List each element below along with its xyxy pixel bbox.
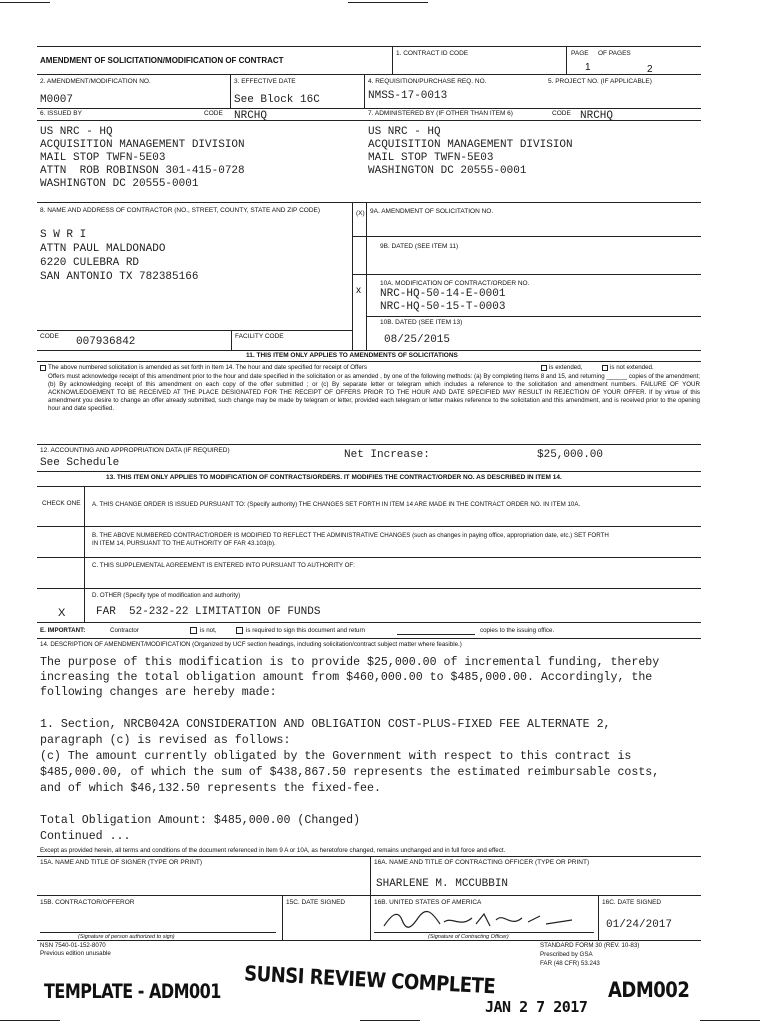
review-date-stamp: JAN 2 7 2017: [485, 998, 588, 1016]
item-14-line: increasing the total obligation amount from $460,000.00 to $485,000.00. Accordingly, the: [40, 671, 653, 684]
item-11-line1: The above numbered solicitation is amended as set forth in Item 14. The hour and date specified for receipt of Offers: [48, 364, 367, 371]
option-b-text: B. THE ABOVE NUMBERED CONTRACT/ORDER IS MODIFIED TO REFLECT THE ADMINISTRATIVE CHANGES (such as changes in paying office, appropriation date, etc.) SET FORTH IN ITEM 14, PURSUANT TO THE AUTHORITY OF FAR 43.103(b).: [92, 532, 609, 547]
block-10a-value: NRC-HQ-50-14-E-0001 NRC-HQ-50-15-T-0003: [380, 288, 506, 313]
contractor-word: Contractor: [110, 627, 139, 634]
effective-date-label: 3. EFFECTIVE DATE: [234, 78, 296, 85]
contractor-offeror-label: 15B. CONTRACTOR/OFFEROR: [40, 899, 135, 906]
divider: [231, 330, 232, 350]
is-required-label: is required to sign this document and return: [246, 627, 366, 634]
block-10a-label: 10A. MODIFICATION OF CONTRACT/ORDER NO.: [380, 280, 530, 287]
option-d-text: D. OTHER (Specify type of modification and authority): [92, 592, 241, 599]
divider: [366, 202, 367, 350]
row-divider: [37, 622, 701, 623]
is-not-checkbox[interactable]: [190, 627, 197, 634]
row-divider: [37, 588, 701, 589]
divider: [598, 895, 599, 940]
row-divider: [37, 856, 701, 857]
row-divider: [37, 361, 701, 362]
row-divider: [37, 486, 701, 487]
item-11-heading: 11. THIS ITEM ONLY APPLIES TO AMENDMENTS OF SOLICITATIONS: [246, 352, 458, 359]
row-divider: [37, 895, 701, 896]
item-14-line: Continued ...: [40, 830, 131, 843]
signature-caption-person: (Signature of person authorized to sign): [78, 934, 175, 940]
item-14-label: 14. DESCRIPTION OF AMENDMENT/MODIFICATION (Organized by UCF section headings, including solicitation/contract subject matter where feasible.): [40, 641, 462, 648]
divider: [566, 46, 567, 74]
accounting-label: 12. ACCOUNTING AND APPROPRIATION DATA (IF REQUIRED): [40, 447, 230, 454]
item-14-line: following changes are hereby made:: [40, 686, 277, 699]
divider: [392, 46, 393, 74]
is-extended-label: is extended,: [549, 364, 583, 371]
contractor-label: 8. NAME AND ADDRESS OF CONTRACTOR (NO., STREET, COUNTY, STATE AND ZIP CODE): [40, 207, 321, 214]
option-a-text: A. THIS CHANGE ORDER IS ISSUED PURSUANT TO: (Specify authority) THE CHANGES SET FORTH IN ITEM 14 ARE MADE IN THE CONTRACT ORDER NO. IN ITEM 10A.: [92, 501, 581, 508]
of-pages-label: OF PAGES: [598, 50, 631, 57]
row-divider: [37, 471, 701, 472]
top-border: [37, 46, 701, 47]
check-one-label: CHECK ONE: [42, 500, 81, 507]
row-divider: [366, 316, 701, 317]
issued-by-line: ACQUISITION MANAGEMENT DIVISION: [40, 139, 245, 151]
usa-label: 16B. UNITED STATES OF AMERICA: [374, 899, 482, 906]
issued-by-label: 6. ISSUED BY: [40, 110, 82, 117]
standard-form-text: STANDARD FORM 30 (REV. 10-83): [540, 942, 640, 949]
item-14-line: 1. Section, NRCB042A CONSIDERATION AND OBLIGATION COST-PLUS-FIXED FEE ALTERNATE 2,: [40, 718, 611, 731]
amendment-no-label: 2. AMENDMENT/MODIFICATION NO.: [40, 78, 151, 85]
issued-by-line: US NRC - HQ: [40, 126, 113, 138]
far-text: FAR (48 CFR) 53.243: [540, 960, 600, 967]
item-14-line: paragraph (c) is revised as follows:: [40, 734, 291, 747]
important-label: E. IMPORTANT:: [40, 627, 86, 634]
option-d-mark: X: [58, 607, 66, 619]
option-d-value: FAR 52-232-22 LIMITATION OF FUNDS: [96, 606, 321, 618]
nsn-text: NSN 7540-01-152-8070: [40, 942, 106, 949]
previous-edition-text: Previous edition unusable: [40, 950, 111, 957]
item-14-line: and of which $46,132.50 represents the fixed-fee.: [40, 782, 381, 795]
date-signed-16c-label: 16C. DATE SIGNED: [602, 899, 662, 906]
effective-date-value: See Block 16C: [234, 94, 320, 106]
facility-code-label: FACILITY CODE: [235, 333, 284, 340]
form-title: AMENDMENT OF SOLICITATION/MODIFICATION OF CONTRACT: [40, 56, 284, 65]
administered-by-line: ACQUISITION MANAGEMENT DIVISION: [368, 139, 573, 151]
block-9b-label: 9B. DATED (SEE ITEM 11): [380, 243, 459, 250]
accounting-value: See Schedule: [40, 457, 120, 469]
administered-by-label: 7. ADMINISTERED BY (IF OTHER THAN ITEM 6): [368, 110, 513, 117]
page-total: 2: [647, 64, 653, 75]
contractor-line: S W R I: [40, 229, 87, 241]
row-divider: [352, 236, 701, 237]
block-9a-mark: (X): [356, 210, 365, 217]
is-required-checkbox[interactable]: [236, 627, 243, 634]
row-divider: [37, 74, 701, 75]
row-divider: [37, 350, 701, 351]
signature-caption-officer: (Signature of Contracting Officer): [428, 934, 509, 940]
row-divider: [37, 557, 701, 558]
requisition-label: 4. REQUISITION/PURCHASE REQ. NO.: [368, 78, 487, 85]
scan-mark: [700, 1020, 760, 1021]
item-11-checkbox[interactable]: [40, 365, 46, 371]
item-14-line: The purpose of this modification is to provide $25,000.00 of incremental funding, thereby: [40, 656, 660, 669]
item-14-line: $485,000.00, of which the sum of $438,867.50 represents the estimated reimbursable costs,: [40, 766, 660, 779]
block-9a-label: 9A. AMENDMENT OF SOLICITATION NO.: [370, 208, 494, 215]
contracting-officer-signature: [380, 906, 576, 934]
issued-code-label: CODE: [204, 110, 223, 117]
signer-name-label: 15A. NAME AND TITLE OF SIGNER (TYPE OR PRINT): [40, 859, 203, 866]
net-increase-label: Net Increase:: [344, 449, 430, 461]
template-stamp: TEMPLATE - ADM001: [44, 980, 221, 1003]
copies-blank: [397, 634, 475, 635]
officer-name-label: 16A. NAME AND TITLE OF CONTRACTING OFFICER (TYPE OR PRINT): [374, 859, 590, 866]
row-divider: [37, 330, 352, 331]
scan-mark: [0, 2, 50, 3]
issued-by-line: WASHINGTON DC 20555-0001: [40, 178, 199, 190]
administered-by-line: WASHINGTON DC 20555-0001: [368, 165, 527, 177]
prescribed-text: Prescribed by GSA: [540, 951, 593, 958]
issued-by-line: MAIL STOP TWFN-5E03: [40, 152, 166, 164]
item-14-line: (c) The amount currently obligated by the Government with respect to this contract is: [40, 750, 632, 763]
row-divider: [37, 202, 701, 203]
administered-by-line: MAIL STOP TWFN-5E03: [368, 152, 494, 164]
date-signed-16c-value: 01/24/2017: [606, 919, 673, 931]
block-10b-label: 10B. DATED (SEE ITEM 13): [380, 319, 463, 326]
net-increase-value: $25,000.00: [537, 449, 604, 461]
page-label: PAGE: [571, 50, 589, 57]
except-note: Except as provided herein, all terms and conditions of the document referenced in Item 9 A or 10A, as heretofore changed, remains unchanged and in full force and effect.: [40, 847, 506, 854]
contractor-code-value: 007936842: [76, 336, 136, 348]
option-c-text: C. THIS SUPPLEMENTAL AGREEMENT IS ENTERED INTO PURSUANT TO AUTHORITY OF:: [92, 562, 355, 569]
page-number: 1: [585, 62, 591, 73]
row-divider: [37, 526, 701, 527]
row-divider: [352, 274, 701, 275]
contract-id-label: 1. CONTRACT ID CODE: [396, 50, 469, 57]
item-14-line: Total Obligation Amount: $485,000.00 (Changed): [40, 814, 361, 827]
row-divider: [37, 638, 701, 639]
date-signed-15c-label: 15C. DATE SIGNED: [286, 899, 346, 906]
row-divider: [37, 120, 701, 121]
contractor-code-label: CODE: [40, 333, 59, 340]
admin-code-label: CODE: [552, 110, 571, 117]
row-divider: [37, 108, 701, 109]
divider: [352, 202, 353, 350]
divider: [230, 74, 231, 108]
row-divider: [37, 444, 701, 445]
scan-mark: [348, 2, 428, 3]
block-10b-value: 08/25/2015: [384, 334, 451, 346]
administered-by-line: US NRC - HQ: [368, 126, 441, 138]
is-not-extended-label: is not extended.: [610, 364, 654, 371]
issued-code-value: NRCHQ: [234, 110, 268, 122]
contractor-line: ATTN PAUL MALDONADO: [40, 243, 166, 255]
divider: [84, 486, 85, 622]
officer-name: SHARLENE M. MCCUBBIN: [376, 878, 509, 890]
bottom-border: [37, 940, 701, 941]
scan-mark: [360, 1020, 420, 1021]
divider: [364, 74, 365, 108]
copies-label: copies to the issuing office.: [480, 627, 555, 634]
divider: [370, 856, 371, 940]
contractor-line: SAN ANTONIO TX 782385166: [40, 271, 199, 283]
contractor-line: 6220 CULEBRA RD: [40, 257, 140, 269]
block-10a-mark: x: [356, 285, 361, 296]
is-not-label: is not,: [200, 627, 217, 634]
scan-mark: [0, 1020, 60, 1021]
not-extended-checkbox[interactable]: [602, 365, 608, 371]
admin-code-value: NRCHQ: [580, 110, 614, 122]
divider: [282, 895, 283, 940]
amendment-no-value: M0007: [40, 94, 74, 106]
project-no-label: 5. PROJECT NO. (IF APPLICABLE): [548, 78, 652, 85]
review-stamp: SUNSI REVIEW COMPLETE: [243, 961, 496, 1000]
extended-checkbox[interactable]: [541, 365, 547, 371]
requisition-value: NMSS-17-0013: [368, 90, 448, 102]
adm-code-stamp: ADM002: [608, 977, 690, 1004]
issued-by-line: ATTN ROB ROBINSON 301-415-0728: [40, 165, 245, 177]
item-11-paragraph: Offers must acknowledge receipt of this amendment prior to the hour and date specified in the solicitation or as amended , by one of the following methods: (a) By completing Items 8 and 15, and returning ______ copies of the amendment; (b) By acknowledging receipt of this amendment on each copy of the offer submitted ; or (c) By separate letter or telegram which includes a reference to the solicitation and amendment numbers. FAILURE OF YOUR ACKNOWLEDGEMENT TO BE RECEIVED AT THE PLACE DESIGNATED FOR THE RECEIPT OF OFFERS PRIOR TO THE HOUR AND DATE SPECIFIED MAY RESULT IN REJECTION OF YOUR OFFER. If by virtue of this amendment you desire to change an offer already submitted, such change may be made by telegram or letter, provided each telegram or letter makes reference to the solicitation and this amendment, and is received prior to the opening hour and date specified.: [48, 373, 701, 412]
item-13-heading: 13. THIS ITEM ONLY APPLIES TO MODIFICATION OF CONTRACTS/ORDERS. IT MODIFIES THE CONTRACT/ORDER NO. AS DESCRIBED IN ITEM 14.: [106, 474, 562, 481]
